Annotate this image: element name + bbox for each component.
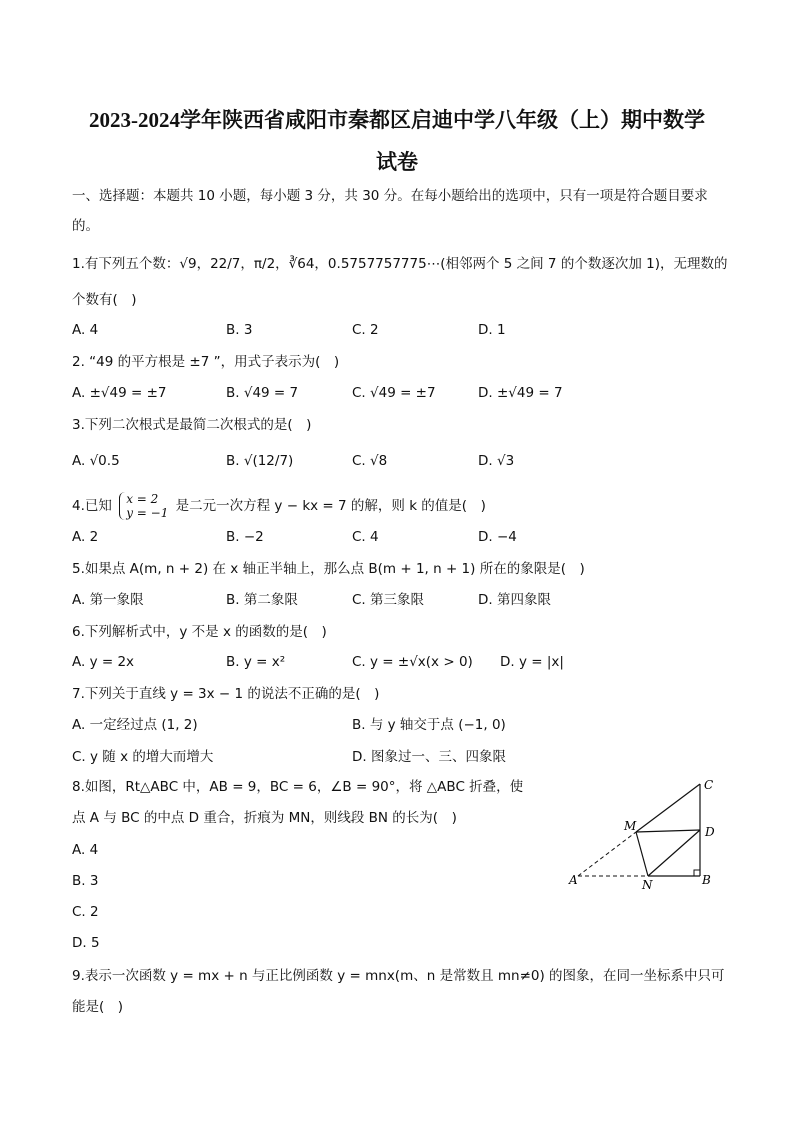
q6-option-b: B. y = x² [226,654,286,670]
label-a: A [569,873,578,887]
q7-option-c: C. y 随 x 的增大而增大 [72,749,214,765]
label-b: B [702,873,711,887]
q5-option-b: B. 第二象限 [226,592,298,608]
q4-option-d: D. −4 [478,529,517,545]
q6-option-a: A. y = 2x [72,654,135,670]
q6-stem: 6.下列解析式中，y 不是 x 的函数的是( ) [72,624,327,640]
page-title-line2: 试卷 [376,150,418,174]
q6-option-d: D. y = |x| [500,654,564,670]
q8-option-d: D. 5 [72,935,100,951]
q9-stem-line1: 9.表示一次函数 y = mx + n 与正比例函数 y = mnx(m、n 是常数且 mn≠0) 的图象，在同一坐标系中只可 [72,968,725,984]
q7-option-a: A. 一定经过点 (1, 2) [72,717,198,733]
q6-option-c: C. y = ±√x(x > 0) [352,654,473,670]
label-c: C [704,778,714,792]
q3-option-b: B. √(12/7) [226,453,294,469]
q4-option-a: A. 2 [72,529,99,545]
label-m: M [624,819,637,833]
q8-option-c: C. 2 [72,904,99,920]
q1-stem-line1: 1.有下列五个数：√9，22/7，π/2，∛64，0.5757757775⋯(相邻两个 5 之间 7 的个数逐次加 1)，无理数的 [72,256,728,272]
q1-option-d: D. 1 [478,322,506,338]
section1-instructions-line1: 一、选择题：本题共 10 小题，每小题 3 分，共 30 分。在每小题给出的选项中，只有一项是符合题目要求 [72,188,708,204]
q4-stem [72,492,486,520]
q2-stem: 2. “49 的平方根是 ±7 ”，用式子表示为( ) [72,354,340,370]
q2-option-b: B. √49 = 7 [226,385,299,401]
q1-stem-line2: 个数有( ) [72,292,137,308]
q4-system-line2: y = −1 [126,506,169,520]
q8-stem-line1: 8.如图，Rt△ABC 中，AB = 9，BC = 6，∠B = 90°，将 △ABC 折叠，使 [72,779,524,795]
q4-stem-pre: 4.已知 [72,498,112,514]
q3-option-c: C. √8 [352,453,388,469]
q3-stem: 3.下列二次根式是最简二次根式的是( ) [72,417,312,433]
label-d: D [705,825,715,839]
q2-option-a: A. ±√49 = ±7 [72,385,167,401]
q4-system-line1: x = 2 [126,492,159,506]
q8-option-a: A. 4 [72,842,99,858]
q2-option-c: C. √49 = ±7 [352,385,436,401]
q4-stem-post: 是二元一次方程 y − kx = 7 的解，则 k 的值是( ) [175,498,486,514]
q2-option-d: D. ±√49 = 7 [478,385,563,401]
q1-option-a: A. 4 [72,322,99,338]
q3-option-d: D. √3 [478,453,515,469]
q8-option-b: B. 3 [72,873,99,889]
q8-stem-line2: 点 A 与 BC 的中点 D 重合，折痕为 MN，则线段 BN 的长为( ) [72,810,457,826]
label-n: N [642,878,653,892]
q3-option-a: A. √0.5 [72,453,120,469]
q1-option-b: B. 3 [226,322,253,338]
q5-option-c: C. 第三象限 [352,592,425,608]
q1-option-c: C. 2 [352,322,379,338]
q4-option-c: C. 4 [352,529,379,545]
q7-stem: 7.下列关于直线 y = 3x − 1 的说法不正确的是( ) [72,686,380,702]
q4-option-b: B. −2 [226,529,264,545]
q5-stem: 5.如果点 A(m, n + 2) 在 x 轴正半轴上，那么点 B(m + 1, n + 1) 所在的象限是( ) [72,561,585,577]
q8-triangle-figure [560,772,730,892]
section1-instructions-line2: 的。 [72,218,99,234]
q5-option-d: D. 第四象限 [478,592,551,608]
page-title-line1: 2023-2024学年陕西省咸阳市秦都区启迪中学八年级（上）期中数学 [89,108,705,132]
q7-option-b: B. 与 y 轴交于点 (−1, 0) [352,717,506,733]
q7-option-d: D. 图象过一、三、四象限 [352,749,506,765]
q9-stem-line2: 能是( ) [72,999,124,1015]
q4-equation-system [119,492,168,520]
q5-option-a: A. 第一象限 [72,592,144,608]
